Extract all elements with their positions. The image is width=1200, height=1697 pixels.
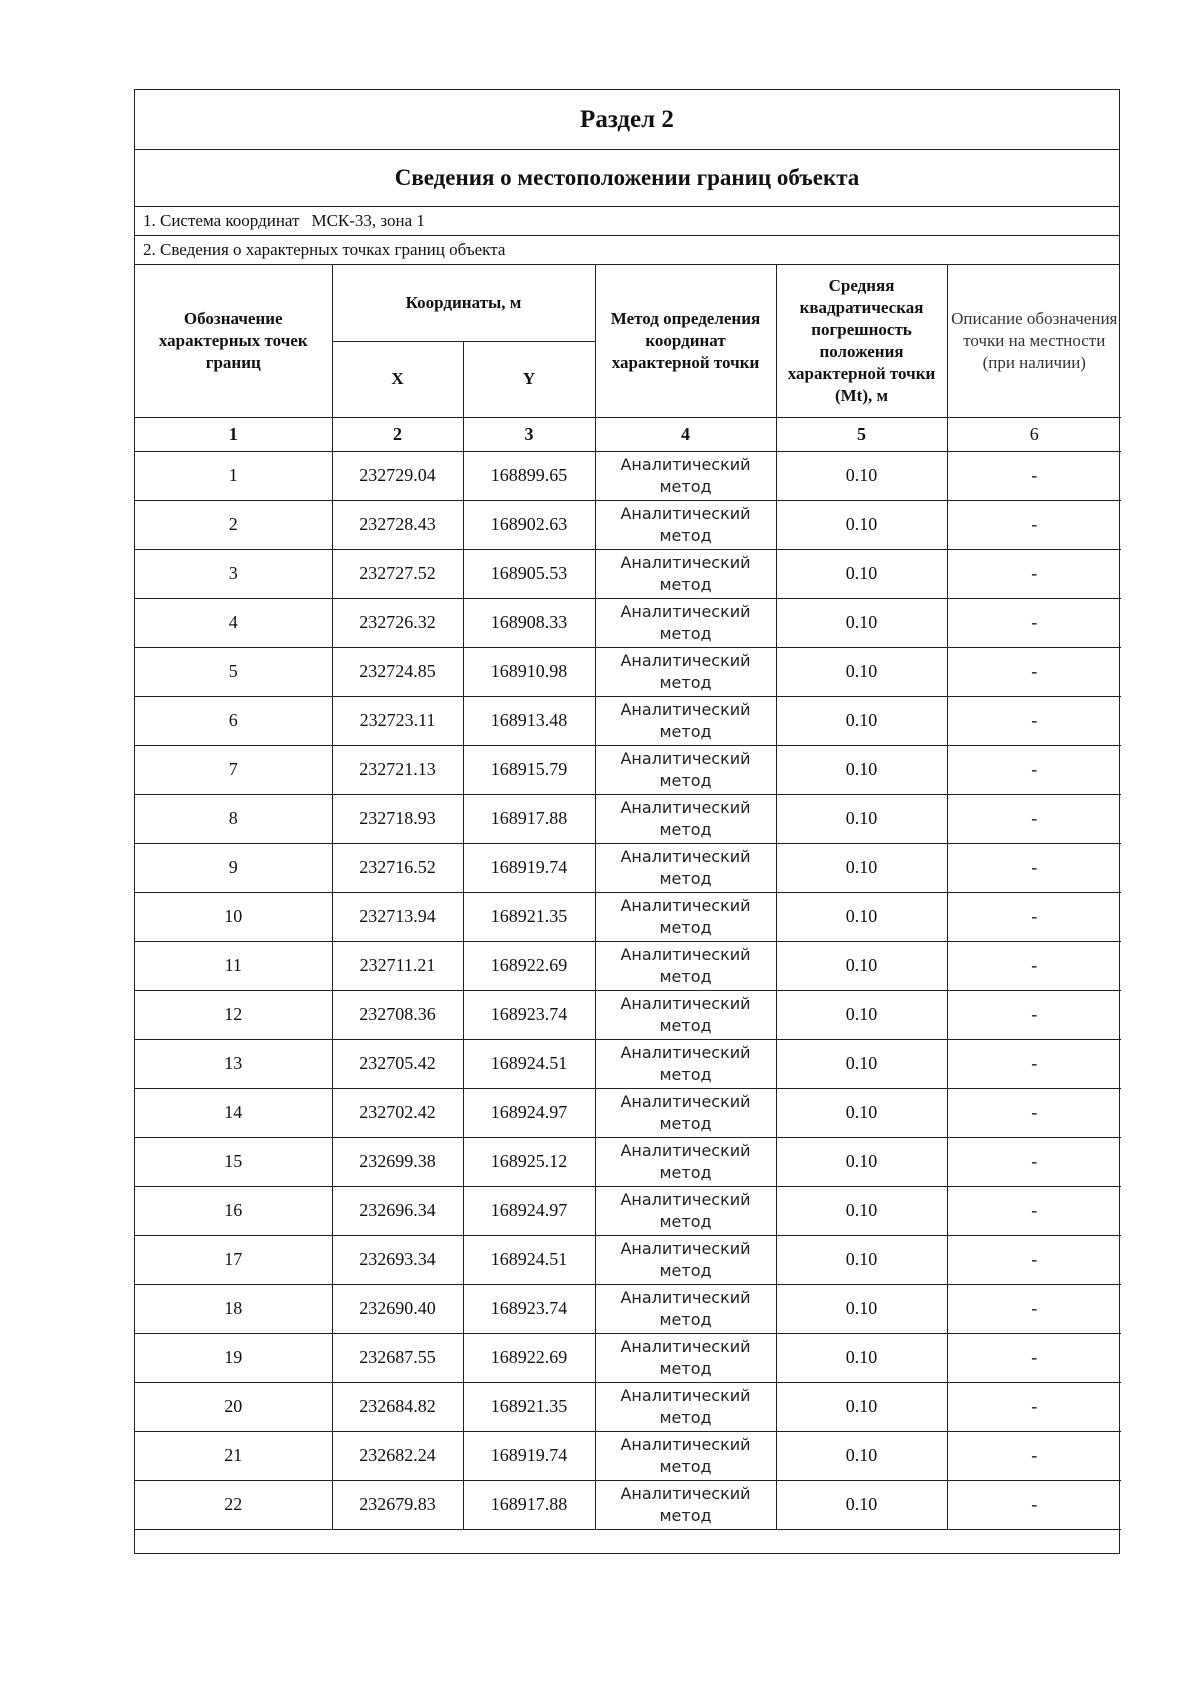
description-value: - — [947, 794, 1121, 843]
description-value: - — [947, 1431, 1121, 1480]
table-row — [135, 1088, 1121, 1137]
table-footer-cell — [135, 1529, 1121, 1553]
method-cell: Аналитический метод — [595, 1333, 776, 1382]
table-row — [135, 1186, 1121, 1235]
method-cell: Аналитический метод — [595, 451, 776, 500]
error-value: 0.10 — [776, 1137, 947, 1186]
method-cell: Аналитический метод — [595, 990, 776, 1039]
table-footer-row — [135, 1529, 1121, 1553]
section-subtitle: Сведения о местоположении границ объекта — [135, 150, 1119, 207]
coordinate-y: 168899.65 — [463, 451, 595, 500]
coordinate-x: 232727.52 — [332, 549, 463, 598]
point-number: 2 — [135, 500, 332, 549]
coordinate-y: 168923.74 — [463, 990, 595, 1039]
error-value: 0.10 — [776, 647, 947, 696]
error-value: 0.10 — [776, 1039, 947, 1088]
coordinate-x: 232690.40 — [332, 1284, 463, 1333]
coordinate-x: 232729.04 — [332, 451, 463, 500]
coordinate-x: 232679.83 — [332, 1480, 463, 1529]
column-number: 3 — [463, 417, 595, 451]
method-cell: Аналитический метод — [595, 941, 776, 990]
coordinate-y: 168924.97 — [463, 1088, 595, 1137]
coordinate-x: 232684.82 — [332, 1382, 463, 1431]
coordinate-y: 168922.69 — [463, 1333, 595, 1382]
error-value: 0.10 — [776, 451, 947, 500]
table-row — [135, 745, 1121, 794]
method-cell: Аналитический метод — [595, 696, 776, 745]
description-value: - — [947, 1039, 1121, 1088]
description-value: - — [947, 1333, 1121, 1382]
coordinate-y: 168915.79 — [463, 745, 595, 794]
coordinate-x: 232716.52 — [332, 843, 463, 892]
header-y: Y — [463, 341, 595, 417]
error-value: 0.10 — [776, 1480, 947, 1529]
method-cell: Аналитический метод — [595, 794, 776, 843]
coordinate-y: 168924.51 — [463, 1235, 595, 1284]
method-cell: Аналитический метод — [595, 1284, 776, 1333]
header-error: Средняя квадратическая погрешность положения характерной точки (Mt), м — [776, 265, 947, 417]
error-value: 0.10 — [776, 1431, 947, 1480]
column-number: 4 — [595, 417, 776, 451]
method-cell: Аналитический метод — [595, 1186, 776, 1235]
table-row — [135, 892, 1121, 941]
coordinate-system-label: 1. Система координат — [143, 211, 300, 230]
column-numbers-row — [135, 417, 1121, 451]
description-value: - — [947, 451, 1121, 500]
method-cell: Аналитический метод — [595, 1039, 776, 1088]
description-value: - — [947, 1284, 1121, 1333]
error-value: 0.10 — [776, 598, 947, 647]
header-designation: Обозначение характерных точек границ — [135, 265, 332, 417]
point-number: 9 — [135, 843, 332, 892]
description-value: - — [947, 941, 1121, 990]
coordinate-y: 168919.74 — [463, 1431, 595, 1480]
coordinate-y: 168921.35 — [463, 1382, 595, 1431]
coordinate-y: 168924.51 — [463, 1039, 595, 1088]
point-number: 19 — [135, 1333, 332, 1382]
description-value: - — [947, 500, 1121, 549]
error-value: 0.10 — [776, 1088, 947, 1137]
point-number: 5 — [135, 647, 332, 696]
table-row — [135, 1431, 1121, 1480]
coordinate-y: 168913.48 — [463, 696, 595, 745]
coordinate-x: 232721.13 — [332, 745, 463, 794]
method-cell: Аналитический метод — [595, 1235, 776, 1284]
coordinate-y: 168924.97 — [463, 1186, 595, 1235]
method-cell: Аналитический метод — [595, 892, 776, 941]
column-number: 1 — [135, 417, 332, 451]
method-cell: Аналитический метод — [595, 1088, 776, 1137]
coordinate-x: 232693.34 — [332, 1235, 463, 1284]
table-row — [135, 598, 1121, 647]
coordinate-x: 232705.42 — [332, 1039, 463, 1088]
table-row — [135, 1284, 1121, 1333]
method-cell: Аналитический метод — [595, 745, 776, 794]
table-row — [135, 1333, 1121, 1382]
coordinate-x: 232699.38 — [332, 1137, 463, 1186]
method-cell: Аналитический метод — [595, 1137, 776, 1186]
coordinate-x: 232728.43 — [332, 500, 463, 549]
table-row — [135, 1382, 1121, 1431]
table-row — [135, 1480, 1121, 1529]
coordinate-x: 232713.94 — [332, 892, 463, 941]
coordinate-x: 232682.24 — [332, 1431, 463, 1480]
error-value: 0.10 — [776, 941, 947, 990]
point-number: 15 — [135, 1137, 332, 1186]
header-coordinates: Координаты, м — [332, 265, 595, 341]
point-number: 18 — [135, 1284, 332, 1333]
error-value: 0.10 — [776, 549, 947, 598]
coordinate-y: 168919.74 — [463, 843, 595, 892]
error-value: 0.10 — [776, 696, 947, 745]
method-cell: Аналитический метод — [595, 647, 776, 696]
point-number: 14 — [135, 1088, 332, 1137]
error-value: 0.10 — [776, 1284, 947, 1333]
column-number: 5 — [776, 417, 947, 451]
point-number: 4 — [135, 598, 332, 647]
section-title: Раздел 2 — [135, 90, 1119, 150]
description-value: - — [947, 1137, 1121, 1186]
error-value: 0.10 — [776, 1333, 947, 1382]
method-cell: Аналитический метод — [595, 843, 776, 892]
point-number: 3 — [135, 549, 332, 598]
point-number: 20 — [135, 1382, 332, 1431]
column-number: 2 — [332, 417, 463, 451]
header-description: Описание обозначения точки на местности (при наличии) — [947, 265, 1121, 417]
description-value: - — [947, 1088, 1121, 1137]
header-method: Метод определения координат характерной точки — [595, 265, 776, 417]
coordinate-x: 232696.34 — [332, 1186, 463, 1235]
error-value: 0.10 — [776, 794, 947, 843]
point-number: 12 — [135, 990, 332, 1039]
coordinate-y: 168917.88 — [463, 794, 595, 843]
table-row — [135, 843, 1121, 892]
table-row — [135, 549, 1121, 598]
coordinate-x: 232702.42 — [332, 1088, 463, 1137]
coordinate-y: 168905.53 — [463, 549, 595, 598]
coordinate-system-row — [135, 207, 1119, 236]
table-row — [135, 941, 1121, 990]
description-value: - — [947, 1480, 1121, 1529]
coordinate-x: 232723.11 — [332, 696, 463, 745]
error-value: 0.10 — [776, 1186, 947, 1235]
point-number: 22 — [135, 1480, 332, 1529]
error-value: 0.10 — [776, 1382, 947, 1431]
coordinate-y: 168910.98 — [463, 647, 595, 696]
boundary-points-table — [135, 265, 1121, 1553]
method-cell: Аналитический метод — [595, 500, 776, 549]
table-row — [135, 451, 1121, 500]
document-frame — [134, 89, 1120, 1554]
table-row — [135, 1235, 1121, 1284]
error-value: 0.10 — [776, 843, 947, 892]
coordinate-x: 232711.21 — [332, 941, 463, 990]
description-value: - — [947, 1235, 1121, 1284]
coordinate-x: 232718.93 — [332, 794, 463, 843]
coordinate-y: 168917.88 — [463, 1480, 595, 1529]
coordinate-system-value: МСК-33, зона 1 — [311, 211, 425, 230]
error-value: 0.10 — [776, 500, 947, 549]
table-body — [135, 451, 1121, 1529]
description-value: - — [947, 892, 1121, 941]
description-value: - — [947, 549, 1121, 598]
method-cell: Аналитический метод — [595, 1480, 776, 1529]
description-value: - — [947, 1382, 1121, 1431]
point-number: 1 — [135, 451, 332, 500]
coordinate-y: 168922.69 — [463, 941, 595, 990]
table-row — [135, 696, 1121, 745]
coordinate-x: 232724.85 — [332, 647, 463, 696]
table-row — [135, 647, 1121, 696]
error-value: 0.10 — [776, 892, 947, 941]
coordinate-x: 232726.32 — [332, 598, 463, 647]
error-value: 0.10 — [776, 1235, 947, 1284]
coordinate-y: 168908.33 — [463, 598, 595, 647]
error-value: 0.10 — [776, 990, 947, 1039]
description-value: - — [947, 843, 1121, 892]
point-number: 16 — [135, 1186, 332, 1235]
column-number: 6 — [947, 417, 1121, 451]
point-number: 11 — [135, 941, 332, 990]
description-value: - — [947, 696, 1121, 745]
coordinate-y: 168925.12 — [463, 1137, 595, 1186]
error-value: 0.10 — [776, 745, 947, 794]
point-number: 7 — [135, 745, 332, 794]
method-cell: Аналитический метод — [595, 598, 776, 647]
description-value: - — [947, 1186, 1121, 1235]
description-value: - — [947, 745, 1121, 794]
description-value: - — [947, 990, 1121, 1039]
table-row — [135, 500, 1121, 549]
point-number: 6 — [135, 696, 332, 745]
coordinate-x: 232687.55 — [332, 1333, 463, 1382]
point-number: 17 — [135, 1235, 332, 1284]
coordinate-x: 232708.36 — [332, 990, 463, 1039]
table-row — [135, 990, 1121, 1039]
method-cell: Аналитический метод — [595, 1382, 776, 1431]
table-row — [135, 1137, 1121, 1186]
point-number: 8 — [135, 794, 332, 843]
coordinate-y: 168921.35 — [463, 892, 595, 941]
method-cell: Аналитический метод — [595, 1431, 776, 1480]
points-info-label: 2. Сведения о характерных точках границ объекта — [143, 240, 506, 259]
description-value: - — [947, 598, 1121, 647]
method-cell: Аналитический метод — [595, 549, 776, 598]
coordinate-y: 168902.63 — [463, 500, 595, 549]
table-row — [135, 794, 1121, 843]
header-x: X — [332, 341, 463, 417]
point-number: 13 — [135, 1039, 332, 1088]
point-number: 10 — [135, 892, 332, 941]
coordinate-y: 168923.74 — [463, 1284, 595, 1333]
point-number: 21 — [135, 1431, 332, 1480]
points-info-row — [135, 236, 1119, 265]
description-value: - — [947, 647, 1121, 696]
table-row — [135, 1039, 1121, 1088]
